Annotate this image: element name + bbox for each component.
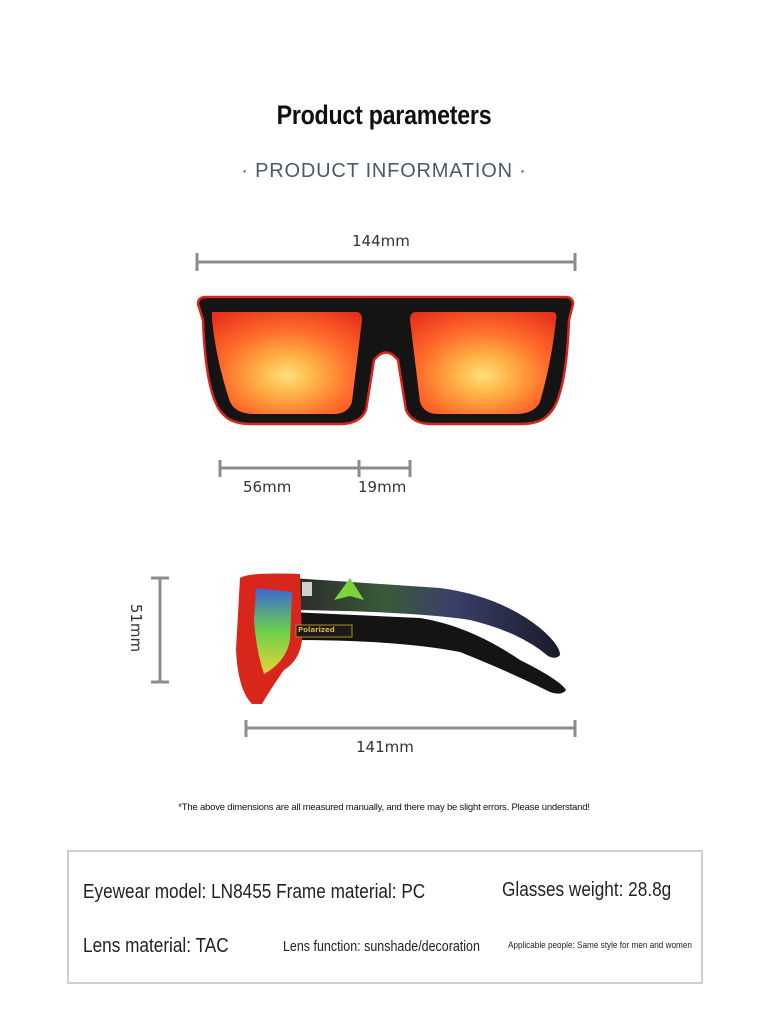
temple-length-dimension bbox=[246, 720, 575, 737]
specs-box bbox=[67, 850, 703, 984]
total-width-dimension bbox=[197, 253, 575, 271]
spec-lens-material: Lens material: TAC bbox=[83, 935, 229, 957]
page-subtitle: · PRODUCT INFORMATION · bbox=[241, 160, 527, 182]
sunglasses-front-view bbox=[198, 297, 573, 424]
bridge-width-label: 19mm bbox=[358, 478, 407, 496]
spec-lens-function: Lens function: sunshade/decoration bbox=[283, 939, 480, 955]
lens-height-dimension bbox=[151, 578, 169, 682]
spec-weight: Glasses weight: 28.8g bbox=[502, 879, 672, 901]
temple-print-label: Polarized bbox=[298, 626, 335, 634]
lens-height-label: 51mm bbox=[127, 603, 146, 653]
sunglasses-side-view bbox=[236, 574, 566, 705]
temple-length-label: 141mm bbox=[356, 738, 414, 756]
lens-width-label: 56mm bbox=[243, 478, 292, 496]
measurement-note: *The above dimensions are all measured manually, and there may be slight errors. Please understand! bbox=[178, 802, 590, 813]
total-width-label: 144mm bbox=[352, 232, 410, 250]
spec-model: Eyewear model: LN8455 Frame material: PC bbox=[83, 881, 426, 903]
lens-bridge-dimension bbox=[220, 460, 410, 477]
page-title: Product parameters bbox=[276, 100, 492, 130]
spec-applicable: Applicable people: Same style for men and women bbox=[508, 940, 692, 951]
